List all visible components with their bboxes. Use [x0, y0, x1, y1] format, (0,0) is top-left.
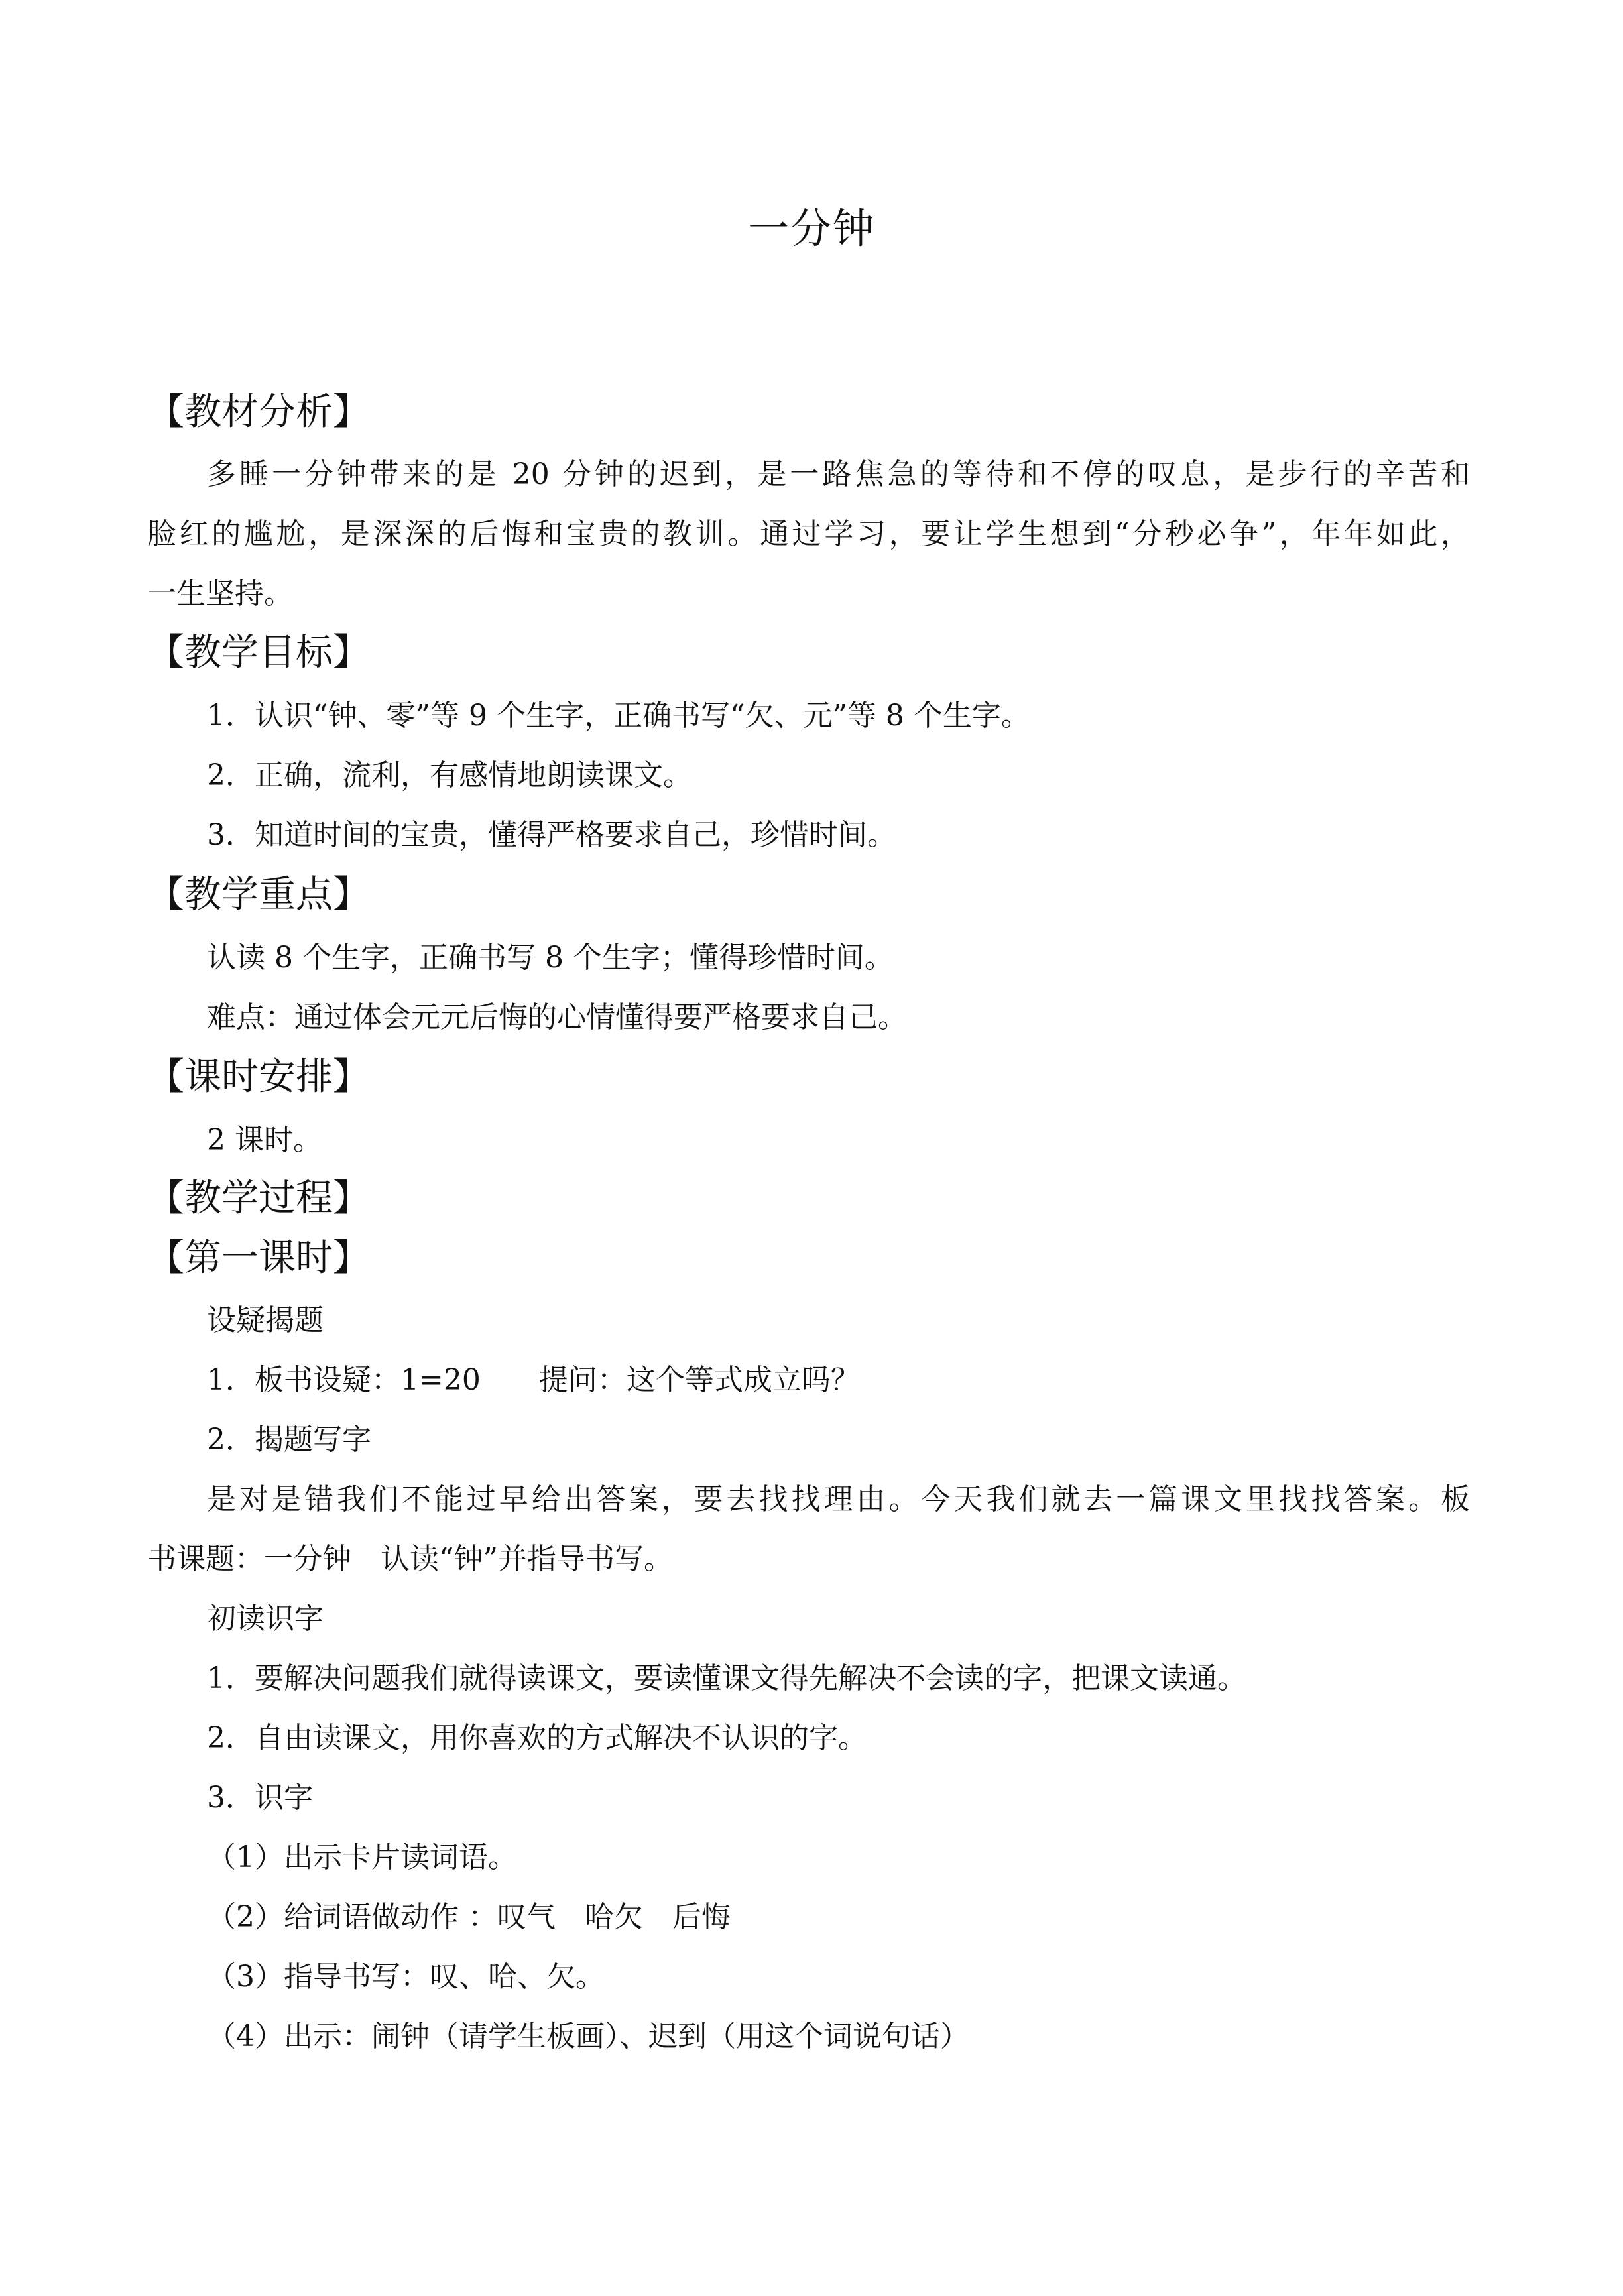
heading-teaching-focus: 【教学重点】 [147, 873, 370, 916]
step-b-subitem-4: （4）出示：闹钟（请学生板画）、迟到（用这个词说句话） [207, 2020, 969, 2053]
heading-schedule: 【课时安排】 [147, 1056, 370, 1099]
heading-first-lesson: 【第一课时】 [147, 1237, 370, 1280]
step-b-subitem-3: （3）指导书写：叹、哈、欠。 [207, 1960, 605, 1994]
material-paragraph-line-2: 脸红的尴尬，是深深的后悔和宝贵的教训。通过学习，要让学生想到“分秒必争”，年年如此， [147, 517, 1470, 551]
heading-teaching-process: 【教学过程】 [147, 1177, 370, 1220]
step-a-title: 设疑揭题 [207, 1303, 324, 1337]
focus-item-2: 难点：通过体会元元后悔的心情懂得要严格要求自己。 [207, 1000, 907, 1034]
step-a-item-2: 2．揭题写字 [207, 1423, 371, 1457]
step-b-title: 初读识字 [207, 1602, 324, 1636]
page-title: 一分钟 [747, 204, 875, 253]
material-paragraph-line-1: 多睡一分钟带来的是 20 分钟的迟到，是一路焦急的等待和不停的叹息，是步行的辛苦和 [207, 457, 1470, 491]
step-a-paragraph-line-1: 是对是错我们不能过早给出答案，要去找找理由。今天我们就去一篇课文里找找答案。板 [207, 1482, 1470, 1516]
material-paragraph-line-3: 一生坚持。 [147, 577, 293, 611]
schedule-item-1: 2 课时。 [207, 1123, 322, 1157]
goal-item-1: 1．认识“钟、零”等 9 个生字，正确书写“欠、元”等 8 个生字。 [207, 699, 1030, 733]
goal-item-3: 3．知道时间的宝贵，懂得严格要求自己，珍惜时间。 [207, 818, 896, 852]
focus-item-1: 认读 8 个生字，正确书写 8 个生字；懂得珍惜时间。 [207, 941, 894, 975]
step-b-subitem-2: （2）给词语做动作 ：叹气 哈欠 后悔 [207, 1900, 731, 1934]
step-b-item-1: 1．要解决问题我们就得读课文，要读懂课文得先解决不会读的字，把课文读通。 [207, 1662, 1246, 1695]
step-b-subitem-1: （1）出示卡片读词语。 [207, 1841, 517, 1874]
heading-teaching-goals: 【教学目标】 [147, 631, 370, 674]
step-b-item-2: 2．自由读课文，用你喜欢的方式解决不认识的字。 [207, 1721, 867, 1755]
step-a-paragraph-line-2: 书课题：一分钟 认读“钟”并指导书写。 [147, 1542, 673, 1576]
heading-material-analysis: 【教材分析】 [147, 391, 370, 434]
goal-item-2: 2．正确，流利，有感情地朗读课文。 [207, 758, 692, 792]
step-a-item-1: 1．板书设疑：1=20 提问：这个等式成立吗？ [207, 1363, 860, 1397]
step-b-item-3: 3．识字 [207, 1781, 313, 1815]
